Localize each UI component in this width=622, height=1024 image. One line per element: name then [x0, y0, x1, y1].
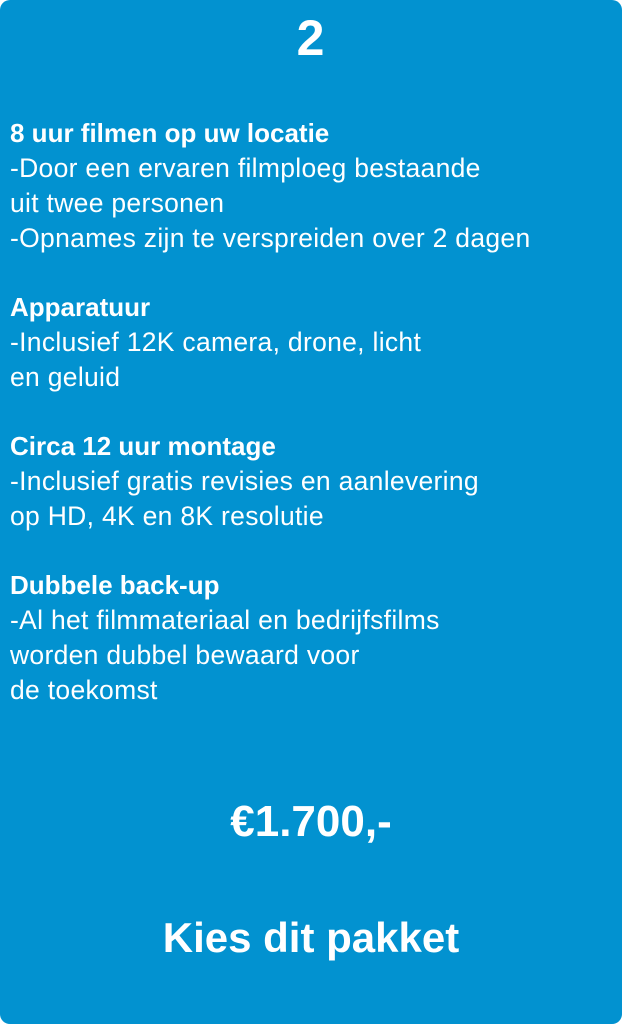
feature-item-editing: [10, 429, 618, 534]
feature-list: [10, 116, 618, 742]
choose-package-button[interactable]: Kies dit pakket: [162, 914, 460, 961]
feature-description-line: -Inclusief 12K camera, drone, licht: [10, 327, 422, 357]
feature-title: Circa 12 uur montage: [10, 431, 276, 461]
feature-title: 8 uur filmen op uw locatie: [10, 118, 330, 148]
feature-item-equipment: [10, 290, 618, 395]
feature-description-line: -Opnames zijn te verspreiden over 2 dagen: [10, 223, 531, 253]
feature-description-line: -Door een ervaren filmploeg bestaande: [10, 153, 481, 183]
feature-description-line: -Al het filmmateriaal en bedrijfsfilms: [10, 605, 440, 635]
feature-item-filming: [10, 116, 618, 256]
feature-title: Dubbele back-up: [10, 570, 220, 600]
feature-description-line: uit twee personen: [10, 188, 225, 218]
package-price: €1.700,-: [230, 797, 392, 846]
feature-description-line: de toekomst: [10, 675, 158, 705]
feature-description-line: op HD, 4K en 8K resolutie: [10, 501, 324, 531]
feature-description-line: en geluid: [10, 362, 121, 392]
feature-description-line: -Inclusief gratis revisies en aanlevering: [10, 466, 479, 496]
feature-title: Apparatuur: [10, 292, 151, 322]
feature-description-line: worden dubbel bewaard voor: [10, 640, 360, 670]
package-number: 2: [296, 10, 326, 66]
feature-item-backup: [10, 568, 618, 708]
